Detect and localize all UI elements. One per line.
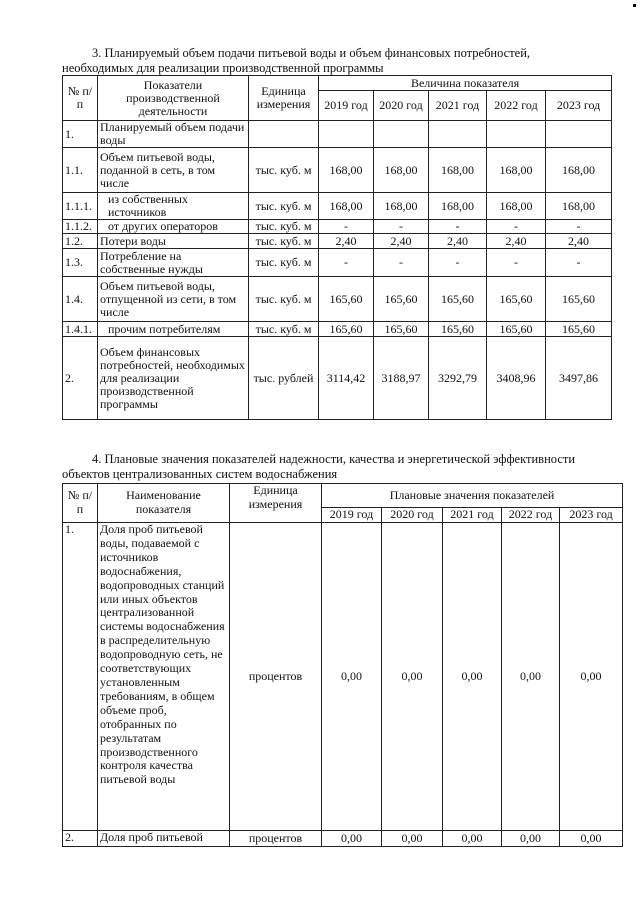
value-cell: - bbox=[546, 220, 612, 234]
reliability-indicators-table bbox=[62, 483, 623, 847]
value-cell: 0,00 bbox=[560, 523, 623, 831]
section-3-heading-line2: необходимых для реализации производственной программы bbox=[62, 61, 384, 75]
value-cell: 0,00 bbox=[382, 523, 443, 831]
t1-header-unit: Единица измерения bbox=[249, 76, 319, 121]
table-row bbox=[63, 523, 623, 831]
value-cell: 3114,42 bbox=[319, 337, 374, 420]
value-cell: - bbox=[429, 220, 487, 234]
year-header-2020: 2020 год bbox=[382, 508, 443, 523]
table-row bbox=[63, 277, 612, 322]
value-cell: - bbox=[319, 249, 374, 277]
value-cell: 165,60 bbox=[374, 277, 429, 322]
value-cell: 165,60 bbox=[546, 322, 612, 337]
value-cell: 2,40 bbox=[319, 234, 374, 249]
value-cell: 165,60 bbox=[319, 322, 374, 337]
value-cell: 2,40 bbox=[546, 234, 612, 249]
value-cell: 168,00 bbox=[487, 193, 546, 220]
value-cell: - bbox=[487, 249, 546, 277]
value-cell: 2,40 bbox=[374, 234, 429, 249]
value-cell: 165,60 bbox=[374, 322, 429, 337]
table-row bbox=[63, 831, 623, 847]
year-header-2022: 2022 год bbox=[487, 91, 546, 121]
row-number: 1.1.1. bbox=[63, 193, 98, 220]
section-4-heading-line1: 4. Плановые значения показателей надежности, качества и энергетической эффективности bbox=[92, 452, 576, 466]
row-number: 1. bbox=[63, 523, 98, 831]
value-cell: - bbox=[374, 249, 429, 277]
year-header-2019: 2019 год bbox=[319, 91, 374, 121]
section-3-heading-line1: 3. Планируемый объем подачи питьевой воды и объем финансовых потребностей, bbox=[92, 46, 531, 60]
value-cell: 168,00 bbox=[319, 193, 374, 220]
unit: процентов bbox=[230, 831, 322, 847]
indicator-name: Потребление на собственные нужды bbox=[98, 249, 249, 277]
year-header-2020: 2020 год bbox=[374, 91, 429, 121]
value-cell: - bbox=[429, 249, 487, 277]
t2-header-unit: Единица измерения bbox=[230, 484, 322, 523]
t2-header-name: Наименование показателя bbox=[98, 484, 230, 523]
value-cell: 2,40 bbox=[487, 234, 546, 249]
unit: тыс. куб. м bbox=[249, 277, 319, 322]
year-header-2023: 2023 год bbox=[546, 91, 612, 121]
unit: тыс. куб. м bbox=[249, 220, 319, 234]
year-header-2021: 2021 год bbox=[429, 91, 487, 121]
indicator-name: от других операторов bbox=[98, 220, 249, 234]
value-cell: 0,00 bbox=[322, 523, 382, 831]
table-row bbox=[63, 249, 612, 277]
value-cell: 3292,79 bbox=[429, 337, 487, 420]
value-cell: 3497,86 bbox=[546, 337, 612, 420]
indicator-name: Планируемый объем подачи воды bbox=[98, 121, 249, 148]
value-cell: 0,00 bbox=[382, 831, 443, 847]
unit: тыс. куб. м bbox=[249, 322, 319, 337]
indicator-name: Доля проб питьевой воды, подаваемой с источников водоснабжения, водопроводных станций или иных объектов централизованной системы водоснабжения в распределительную водопроводную сеть, не соответствующих установленным требованиям, в общем объеме проб, отобранных по результатам производственного контроля качества питьевой воды bbox=[98, 523, 230, 831]
indicator-name: Доля проб питьевой bbox=[98, 831, 230, 847]
t1-header-value-group: Величина показателя bbox=[319, 76, 612, 91]
value-cell: 3188,97 bbox=[374, 337, 429, 420]
value-cell: 168,00 bbox=[319, 148, 374, 193]
value-cell: - bbox=[374, 220, 429, 234]
value-cell: - bbox=[319, 220, 374, 234]
value-cell: 165,60 bbox=[546, 277, 612, 322]
value-cell: 2,40 bbox=[429, 234, 487, 249]
value-cell: 0,00 bbox=[443, 523, 502, 831]
value-cell: 3408,96 bbox=[487, 337, 546, 420]
row-number: 1.2. bbox=[63, 234, 98, 249]
value-cell bbox=[319, 121, 374, 148]
value-cell: 0,00 bbox=[322, 831, 382, 847]
table-row bbox=[63, 322, 612, 337]
row-number: 1.3. bbox=[63, 249, 98, 277]
value-cell bbox=[546, 121, 612, 148]
value-cell: 168,00 bbox=[546, 193, 612, 220]
table-row bbox=[63, 234, 612, 249]
year-header-2023: 2023 год bbox=[560, 508, 623, 523]
value-cell: 165,60 bbox=[487, 277, 546, 322]
value-cell: 168,00 bbox=[429, 148, 487, 193]
scan-mark bbox=[633, 4, 636, 7]
year-header-2021: 2021 год bbox=[443, 508, 502, 523]
table-row bbox=[63, 148, 612, 193]
table-row bbox=[63, 193, 612, 220]
year-header-2022: 2022 год bbox=[502, 508, 560, 523]
indicator-name: Объем финансовых потребностей, необходимых для реализации производственной программы bbox=[98, 337, 249, 420]
value-cell: 165,60 bbox=[429, 277, 487, 322]
row-number: 1.4.1. bbox=[63, 322, 98, 337]
section-3-heading bbox=[62, 46, 611, 76]
unit: тыс. куб. м bbox=[249, 234, 319, 249]
value-cell: - bbox=[487, 220, 546, 234]
value-cell: 165,60 bbox=[429, 322, 487, 337]
indicator-name: прочим потребителям bbox=[98, 322, 249, 337]
row-number: 1.1. bbox=[63, 148, 98, 193]
value-cell bbox=[429, 121, 487, 148]
indicator-name: из собственных источников bbox=[98, 193, 249, 220]
section-4-heading bbox=[62, 452, 611, 482]
row-number: 1. bbox=[63, 121, 98, 148]
row-number: 1.1.2. bbox=[63, 220, 98, 234]
table-row bbox=[63, 121, 612, 148]
value-cell: 165,60 bbox=[319, 277, 374, 322]
unit: тыс. куб. м bbox=[249, 148, 319, 193]
production-program-table bbox=[62, 75, 612, 420]
value-cell: 0,00 bbox=[443, 831, 502, 847]
table-row bbox=[63, 220, 612, 234]
year-header-2019: 2019 год bbox=[322, 508, 382, 523]
value-cell: 0,00 bbox=[560, 831, 623, 847]
unit: тыс. куб. м bbox=[249, 193, 319, 220]
value-cell: 165,60 bbox=[487, 322, 546, 337]
value-cell: 168,00 bbox=[374, 193, 429, 220]
indicator-name: Объем питьевой воды, отпущенной из сети, в том числе bbox=[98, 277, 249, 322]
unit: тыс. куб. м bbox=[249, 249, 319, 277]
section-4-heading-line2: объектов централизованных систем водоснабжения bbox=[62, 467, 338, 481]
t2-header-value-group: Плановые значения показателей bbox=[322, 484, 623, 508]
value-cell: 0,00 bbox=[502, 523, 560, 831]
row-number: 1.4. bbox=[63, 277, 98, 322]
t1-header-indicator: Показатели производственной деятельности bbox=[98, 76, 249, 121]
value-cell: - bbox=[546, 249, 612, 277]
row-number: 2. bbox=[63, 337, 98, 420]
t1-header-num: № п/п bbox=[63, 76, 98, 121]
unit bbox=[249, 121, 319, 148]
value-cell bbox=[487, 121, 546, 148]
value-cell: 168,00 bbox=[546, 148, 612, 193]
t2-header-num: № п/п bbox=[63, 484, 98, 523]
value-cell: 168,00 bbox=[374, 148, 429, 193]
unit: процентов bbox=[230, 523, 322, 831]
value-cell: 168,00 bbox=[487, 148, 546, 193]
row-number: 2. bbox=[63, 831, 98, 847]
value-cell: 168,00 bbox=[429, 193, 487, 220]
value-cell: 0,00 bbox=[502, 831, 560, 847]
table-row bbox=[63, 337, 612, 420]
value-cell bbox=[374, 121, 429, 148]
indicator-name: Потери воды bbox=[98, 234, 249, 249]
unit: тыс. рублей bbox=[249, 337, 319, 420]
indicator-name: Объем питьевой воды, поданной в сеть, в том числе bbox=[98, 148, 249, 193]
